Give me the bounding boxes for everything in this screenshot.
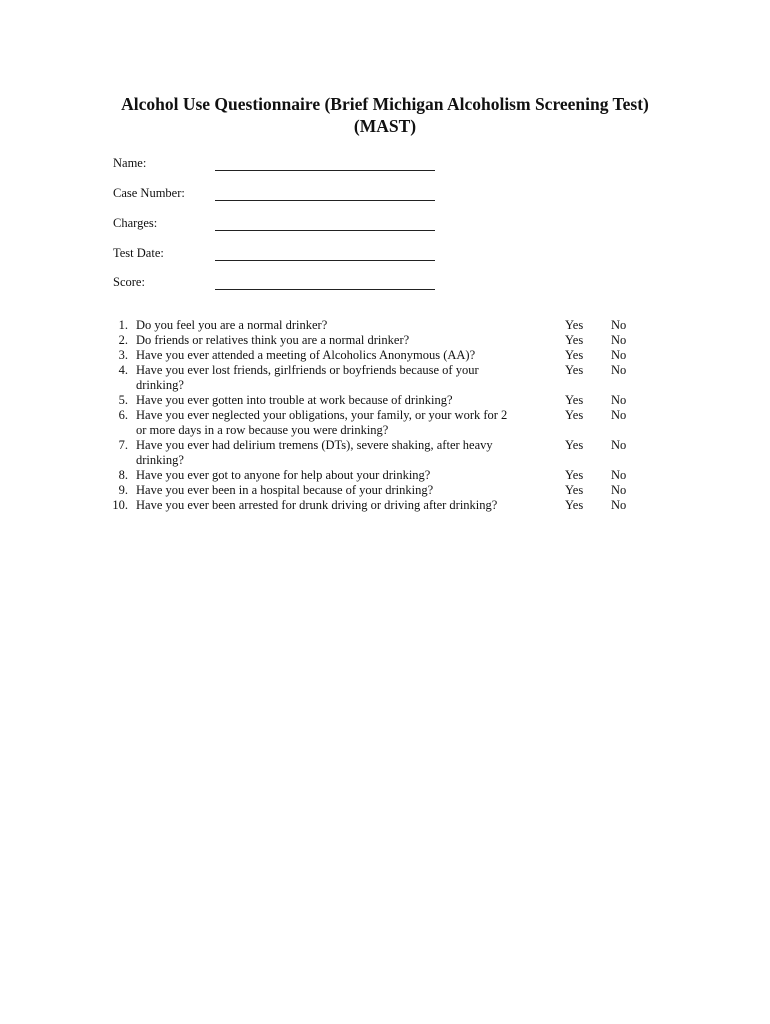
answer-no[interactable]: No xyxy=(611,483,627,497)
question-item xyxy=(108,498,648,513)
blank-line[interactable] xyxy=(215,200,435,201)
field-label: Test Date: xyxy=(113,246,164,260)
question-number: 1. xyxy=(118,318,128,332)
field-label: Score: xyxy=(113,275,145,289)
title-line-1: Alcohol Use Questionnaire (Brief Michigan Alcoholism Screening Test) xyxy=(121,94,649,114)
question-number: 9. xyxy=(118,483,128,497)
question-text: Do you feel you are a normal drinker? xyxy=(136,318,328,332)
test-date-field[interactable] xyxy=(113,244,443,262)
blank-line[interactable] xyxy=(215,289,435,290)
question-number: 2. xyxy=(118,333,128,347)
question-item xyxy=(108,468,648,483)
question-item xyxy=(108,363,648,393)
title-line-2: (MAST) xyxy=(353,116,417,136)
question-text: Have you ever had delirium tremens (DTs), severe shaking, after heavy drinking? xyxy=(136,438,493,467)
name-field[interactable] xyxy=(113,154,443,172)
question-item xyxy=(108,393,648,408)
answer-yes[interactable]: Yes xyxy=(565,393,584,407)
answer-no[interactable]: No xyxy=(611,498,627,512)
blank-line[interactable] xyxy=(215,170,435,171)
question-number: 10. xyxy=(112,498,128,512)
question-text: Have you ever gotten into trouble at work because of drinking? xyxy=(136,393,453,407)
answer-no[interactable]: No xyxy=(611,408,627,422)
answer-no[interactable]: No xyxy=(611,333,627,347)
answer-yes[interactable]: Yes xyxy=(565,333,584,347)
question-number: 6. xyxy=(118,408,128,422)
question-text: Have you ever got to anyone for help about your drinking? xyxy=(136,468,431,482)
question-text: Do friends or relatives think you are a normal drinker? xyxy=(136,333,410,347)
charges-field[interactable] xyxy=(113,214,443,232)
question-item xyxy=(108,483,648,498)
question-number: 3. xyxy=(118,348,128,362)
answer-yes[interactable]: Yes xyxy=(565,348,584,362)
field-label: Charges: xyxy=(113,216,158,230)
answer-no[interactable]: No xyxy=(611,468,627,482)
question-text: Have you ever been in a hospital because of your drinking? xyxy=(136,483,434,497)
case-number-field[interactable] xyxy=(113,184,443,202)
question-item xyxy=(108,333,648,348)
answer-no[interactable]: No xyxy=(611,438,627,452)
field-label: Name: xyxy=(113,156,147,170)
answer-yes[interactable]: Yes xyxy=(565,498,584,512)
score-field[interactable] xyxy=(113,273,443,291)
question-number: 7. xyxy=(118,438,128,452)
question-list xyxy=(108,318,648,513)
answer-yes[interactable]: Yes xyxy=(565,408,584,422)
question-item xyxy=(108,408,648,438)
answer-yes[interactable]: Yes xyxy=(565,438,584,452)
answer-yes[interactable]: Yes xyxy=(565,363,584,377)
field-label: Case Number: xyxy=(113,186,185,200)
answer-yes[interactable]: Yes xyxy=(565,318,584,332)
question-item xyxy=(108,348,648,363)
page-title xyxy=(60,93,710,137)
answer-no[interactable]: No xyxy=(611,318,627,332)
answer-no[interactable]: No xyxy=(611,348,627,362)
answer-yes[interactable]: Yes xyxy=(565,483,584,497)
question-item xyxy=(108,318,648,333)
question-number: 8. xyxy=(118,468,128,482)
answer-yes[interactable]: Yes xyxy=(565,468,584,482)
question-text: Have you ever lost friends, girlfriends or boyfriends because of your drinking? xyxy=(136,363,479,392)
question-number: 4. xyxy=(118,363,128,377)
question-item xyxy=(108,438,648,468)
question-number: 5. xyxy=(118,393,128,407)
answer-no[interactable]: No xyxy=(611,363,627,377)
question-text: Have you ever neglected your obligations, your family, or your work for 2 or more days in a row because you were drinking? xyxy=(136,408,508,437)
blank-line[interactable] xyxy=(215,230,435,231)
blank-line[interactable] xyxy=(215,260,435,261)
question-text: Have you ever been arrested for drunk driving or driving after drinking? xyxy=(136,498,498,512)
answer-no[interactable]: No xyxy=(611,393,627,407)
question-text: Have you ever attended a meeting of Alcoholics Anonymous (AA)? xyxy=(136,348,476,362)
